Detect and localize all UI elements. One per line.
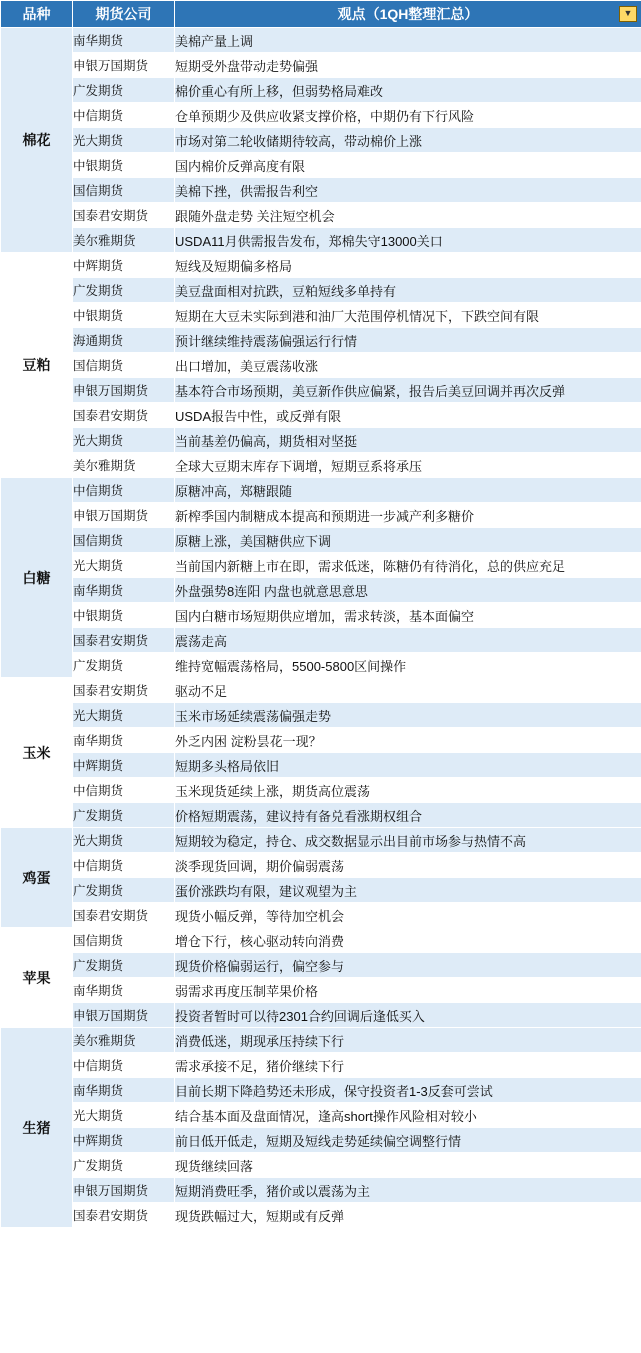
table-row — [1, 1103, 641, 1128]
view-cell: 淡季现货回调，期价偏弱震荡 — [175, 853, 641, 878]
firm-cell: 广发期货 — [73, 278, 175, 303]
firm-cell: 中信期货 — [73, 778, 175, 803]
view-cell: 玉米现货延续上涨，期货高位震荡 — [175, 778, 641, 803]
table-row — [1, 1078, 641, 1103]
table-row — [1, 653, 641, 678]
firm-cell: 中信期货 — [73, 853, 175, 878]
header-view-label: 观点（1QH整理汇总） — [337, 6, 479, 22]
firm-cell: 国泰君安期货 — [73, 628, 175, 653]
header-firm: 期货公司 — [73, 1, 175, 28]
view-cell: 国内白糖市场短期供应增加，需求转淡，基本面偏空 — [175, 603, 641, 628]
firm-cell: 中辉期货 — [73, 1128, 175, 1153]
table-row — [1, 453, 641, 478]
view-cell: 短期消费旺季，猪价或以震荡为主 — [175, 1178, 641, 1203]
table-row — [1, 1153, 641, 1178]
view-cell: 现货价格偏弱运行，偏空参与 — [175, 953, 641, 978]
view-cell: 外乏内困 淀粉昙花一现？ — [175, 728, 641, 753]
view-cell: 原糖冲高，郑糖跟随 — [175, 478, 641, 503]
table-row — [1, 478, 641, 503]
table-row — [1, 828, 641, 853]
table-row — [1, 178, 641, 203]
firm-cell: 中银期货 — [73, 603, 175, 628]
firm-cell: 国泰君安期货 — [73, 678, 175, 703]
table-row — [1, 978, 641, 1003]
firm-cell: 广发期货 — [73, 78, 175, 103]
table-row — [1, 353, 641, 378]
table-row — [1, 103, 641, 128]
table-row — [1, 1203, 641, 1228]
view-cell: 蛋价涨跌均有限，建议观望为主 — [175, 878, 641, 903]
firm-cell: 南华期货 — [73, 1078, 175, 1103]
firm-cell: 国信期货 — [73, 178, 175, 203]
view-cell: 现货继续回落 — [175, 1153, 641, 1178]
table-row — [1, 28, 641, 53]
firm-cell: 国泰君安期货 — [73, 1203, 175, 1228]
firm-cell: 申银万国期货 — [73, 1178, 175, 1203]
table-row — [1, 428, 641, 453]
table-row — [1, 853, 641, 878]
table-row — [1, 303, 641, 328]
view-cell: 现货跌幅过大，短期或有反弹 — [175, 1203, 641, 1228]
view-cell: 前日低开低走，短期及短线走势延续偏空调整行情 — [175, 1128, 641, 1153]
view-cell: 结合基本面及盘面情况，逢高short操作风险相对较小 — [175, 1103, 641, 1128]
firm-cell: 国泰君安期货 — [73, 203, 175, 228]
firm-cell: 光大期货 — [73, 703, 175, 728]
firm-cell: 国泰君安期货 — [73, 403, 175, 428]
header-view — [175, 1, 641, 28]
view-cell: 弱需求再度压制苹果价格 — [175, 978, 641, 1003]
view-cell: 跟随外盘走势 关注短空机会 — [175, 203, 641, 228]
firm-cell: 广发期货 — [73, 1153, 175, 1178]
table-row — [1, 203, 641, 228]
table-row — [1, 753, 641, 778]
firm-cell: 中辉期货 — [73, 753, 175, 778]
table-row — [1, 628, 641, 653]
view-cell: 当前国内新糖上市在即，需求低迷，陈糖仍有待消化，总的供应充足 — [175, 553, 641, 578]
firm-cell: 广发期货 — [73, 953, 175, 978]
firm-cell: 国泰君安期货 — [73, 903, 175, 928]
table-row — [1, 328, 641, 353]
table-row — [1, 1128, 641, 1153]
table-row — [1, 603, 641, 628]
table-row — [1, 78, 641, 103]
view-cell: 出口增加，美豆震荡收涨 — [175, 353, 641, 378]
table-row — [1, 1053, 641, 1078]
category-cell: 苹果 — [1, 928, 73, 1028]
firm-cell: 光大期货 — [73, 828, 175, 853]
view-cell: 价格短期震荡，建议持有备兑看涨期权组合 — [175, 803, 641, 828]
firm-cell: 广发期货 — [73, 653, 175, 678]
view-cell: 短线及短期偏多格局 — [175, 253, 641, 278]
view-cell: 投资者暂时可以待2301合约回调后逢低买入 — [175, 1003, 641, 1028]
firm-cell: 美尔雅期货 — [73, 453, 175, 478]
view-cell: 外盘强势8连阳 内盘也就意思意思 — [175, 578, 641, 603]
table-row — [1, 878, 641, 903]
firm-cell: 中辉期货 — [73, 253, 175, 278]
view-cell: 基本符合市场预期，美豆新作供应偏紧，报告后美豆回调并再次反弹 — [175, 378, 641, 403]
table-row — [1, 578, 641, 603]
table-row — [1, 528, 641, 553]
header-category: 品种 — [1, 1, 73, 28]
firm-cell: 中信期货 — [73, 103, 175, 128]
table-row — [1, 553, 641, 578]
firm-cell: 申银万国期货 — [73, 53, 175, 78]
category-cell: 生猪 — [1, 1028, 73, 1228]
category-cell: 玉米 — [1, 678, 73, 828]
table-row — [1, 678, 641, 703]
view-cell: 震荡走高 — [175, 628, 641, 653]
view-cell: 玉米市场延续震荡偏强走势 — [175, 703, 641, 728]
table-row — [1, 228, 641, 253]
table-row — [1, 1028, 641, 1053]
view-cell: 美棉下挫，供需报告利空 — [175, 178, 641, 203]
view-cell: 驱动不足 — [175, 678, 641, 703]
firm-cell: 南华期货 — [73, 728, 175, 753]
view-cell: 仓单预期少及供应收紧支撑价格，中期仍有下行风险 — [175, 103, 641, 128]
table-row — [1, 403, 641, 428]
firm-cell: 广发期货 — [73, 803, 175, 828]
view-cell: 棉价重心有所上移，但弱势格局难改 — [175, 78, 641, 103]
view-cell: 维持宽幅震荡格局，5500-5800区间操作 — [175, 653, 641, 678]
table-row — [1, 728, 641, 753]
view-cell: 市场对第二轮收储期待较高，带动棉价上涨 — [175, 128, 641, 153]
firm-cell: 光大期货 — [73, 128, 175, 153]
view-cell: 美豆盘面相对抗跌，豆粕短线多单持有 — [175, 278, 641, 303]
firm-cell: 中银期货 — [73, 153, 175, 178]
firm-cell: 申银万国期货 — [73, 378, 175, 403]
table-row — [1, 378, 641, 403]
view-cell: 消费低迷，期现承压持续下行 — [175, 1028, 641, 1053]
view-cell: 目前长期下降趋势还未形成，保守投资者1-3反套可尝试 — [175, 1078, 641, 1103]
firm-cell: 海通期货 — [73, 328, 175, 353]
view-cell: USDA11月供需报告发布，郑棉失守13000关口 — [175, 228, 641, 253]
firm-cell: 国信期货 — [73, 928, 175, 953]
table-row — [1, 278, 641, 303]
view-cell: 短期多头格局依旧 — [175, 753, 641, 778]
table-row — [1, 503, 641, 528]
firm-cell: 美尔雅期货 — [73, 1028, 175, 1053]
view-cell: USDA报告中性，或反弹有限 — [175, 403, 641, 428]
firm-cell: 南华期货 — [73, 978, 175, 1003]
firm-cell: 中信期货 — [73, 1053, 175, 1078]
firm-cell: 中信期货 — [73, 478, 175, 503]
firm-cell: 光大期货 — [73, 1103, 175, 1128]
category-cell: 豆粕 — [1, 253, 73, 478]
category-cell: 鸡蛋 — [1, 828, 73, 928]
category-cell: 棉花 — [1, 28, 73, 253]
table-row — [1, 153, 641, 178]
view-cell: 短期较为稳定，持仓、成交数据显示出目前市场参与热情不高 — [175, 828, 641, 853]
view-cell: 增仓下行，核心驱动转向消费 — [175, 928, 641, 953]
table-row — [1, 128, 641, 153]
firm-cell: 南华期货 — [73, 578, 175, 603]
view-cell: 原糖上涨，美国糖供应下调 — [175, 528, 641, 553]
table-header-row — [1, 1, 641, 28]
table-row — [1, 928, 641, 953]
table-row — [1, 1178, 641, 1203]
view-cell: 需求承接不足，猪价继续下行 — [175, 1053, 641, 1078]
table-row — [1, 1003, 641, 1028]
view-cell: 现货小幅反弹，等待加空机会 — [175, 903, 641, 928]
firm-cell: 光大期货 — [73, 553, 175, 578]
table-row — [1, 53, 641, 78]
table-row — [1, 703, 641, 728]
view-cell: 全球大豆期末库存下调增，短期豆系将承压 — [175, 453, 641, 478]
view-cell: 新榨季国内制糖成本提高和预期进一步减产利多糖价 — [175, 503, 641, 528]
firm-cell: 光大期货 — [73, 428, 175, 453]
filter-icon[interactable]: ▼ — [619, 6, 637, 22]
table-row — [1, 778, 641, 803]
table-row — [1, 803, 641, 828]
view-cell: 国内棉价反弹高度有限 — [175, 153, 641, 178]
table-row — [1, 953, 641, 978]
firm-cell: 中银期货 — [73, 303, 175, 328]
firm-cell: 南华期货 — [73, 28, 175, 53]
view-cell: 短期受外盘带动走势偏强 — [175, 53, 641, 78]
category-cell: 白糖 — [1, 478, 73, 678]
table-row — [1, 253, 641, 278]
firm-cell: 申银万国期货 — [73, 503, 175, 528]
firm-cell: 国信期货 — [73, 353, 175, 378]
firm-cell: 美尔雅期货 — [73, 228, 175, 253]
table-body — [1, 28, 641, 1228]
firm-cell: 国信期货 — [73, 528, 175, 553]
view-cell: 短期在大豆未实际到港和油厂大范围停机情况下，下跌空间有限 — [175, 303, 641, 328]
firm-cell: 广发期货 — [73, 878, 175, 903]
table-row — [1, 903, 641, 928]
view-cell: 当前基差仍偏高，期货相对坚挺 — [175, 428, 641, 453]
view-cell: 美棉产量上调 — [175, 28, 641, 53]
firm-cell: 申银万国期货 — [73, 1003, 175, 1028]
view-cell: 预计继续维持震荡偏强运行行情 — [175, 328, 641, 353]
